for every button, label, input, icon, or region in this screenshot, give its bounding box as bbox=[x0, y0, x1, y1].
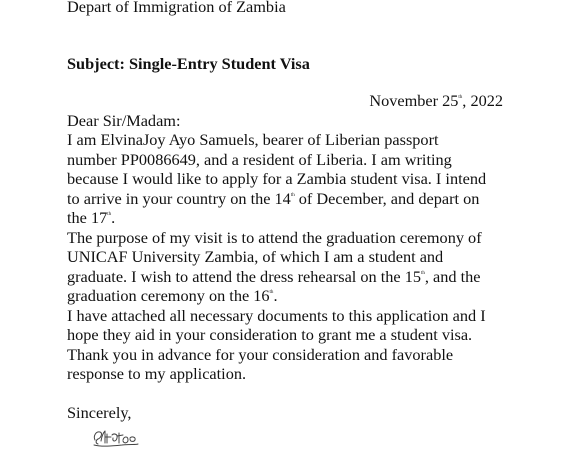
letter-body bbox=[67, 0, 507, 422]
body-text: . bbox=[273, 286, 278, 305]
handwritten-signature bbox=[92, 426, 140, 448]
body-text: of December, and depart on bbox=[294, 188, 480, 208]
body-text: graduation ceremony on the 16 bbox=[67, 286, 270, 305]
body-line bbox=[67, 189, 507, 209]
letter-paragraphs bbox=[67, 130, 507, 384]
body-line bbox=[67, 208, 507, 228]
ordinal-suffix: th bbox=[421, 270, 425, 276]
body-line: The purpose of my visit is to attend the graduation ceremony of bbox=[67, 227, 482, 247]
letter-subject: Subject: Single-Entry Student Visa bbox=[67, 53, 310, 73]
salutation: Dear Sir/Madam: bbox=[67, 110, 181, 130]
letter-date bbox=[67, 91, 503, 111]
ordinal-suffix: th bbox=[290, 192, 295, 198]
body-text: the 17 bbox=[67, 208, 108, 227]
body-line bbox=[67, 267, 507, 287]
body-line: UNICAF University Zambia, of which I am a student and bbox=[67, 247, 444, 266]
recipient-organization: Depart of Immigration of Zambia bbox=[67, 0, 286, 16]
body-text: graduate. I wish to attend the dress rehearsal on the 15 bbox=[67, 266, 421, 286]
date-month-day: November 25 bbox=[369, 91, 459, 110]
body-line: I have attached all necessary documents to this application and I bbox=[67, 305, 486, 325]
body-line: hope they aid in your consideration to grant me a student visa. bbox=[67, 325, 473, 344]
body-line: number PP0086649, and a resident of Liberia. I am writing bbox=[67, 149, 452, 169]
date-year: , 2022 bbox=[462, 91, 503, 110]
ordinal-suffix: th bbox=[269, 290, 274, 295]
body-line: because I would like to apply for a Zambia student visa. I intend bbox=[67, 169, 487, 188]
body-text: to arrive in your country on the 14 bbox=[67, 188, 291, 208]
body-text: , and the bbox=[424, 266, 481, 286]
body-text: . bbox=[111, 208, 116, 227]
body-line: I am ElvinaJoy Ayo Samuels, bearer of Liberian passport bbox=[67, 130, 439, 149]
closing: Sincerely, bbox=[67, 402, 132, 422]
body-line bbox=[67, 286, 507, 306]
date-suffix: th bbox=[458, 95, 463, 100]
ordinal-suffix: th bbox=[107, 212, 112, 217]
body-line: response to my application. bbox=[67, 364, 247, 383]
body-line: Thank you in advance for your consideration and favorable bbox=[67, 344, 454, 364]
